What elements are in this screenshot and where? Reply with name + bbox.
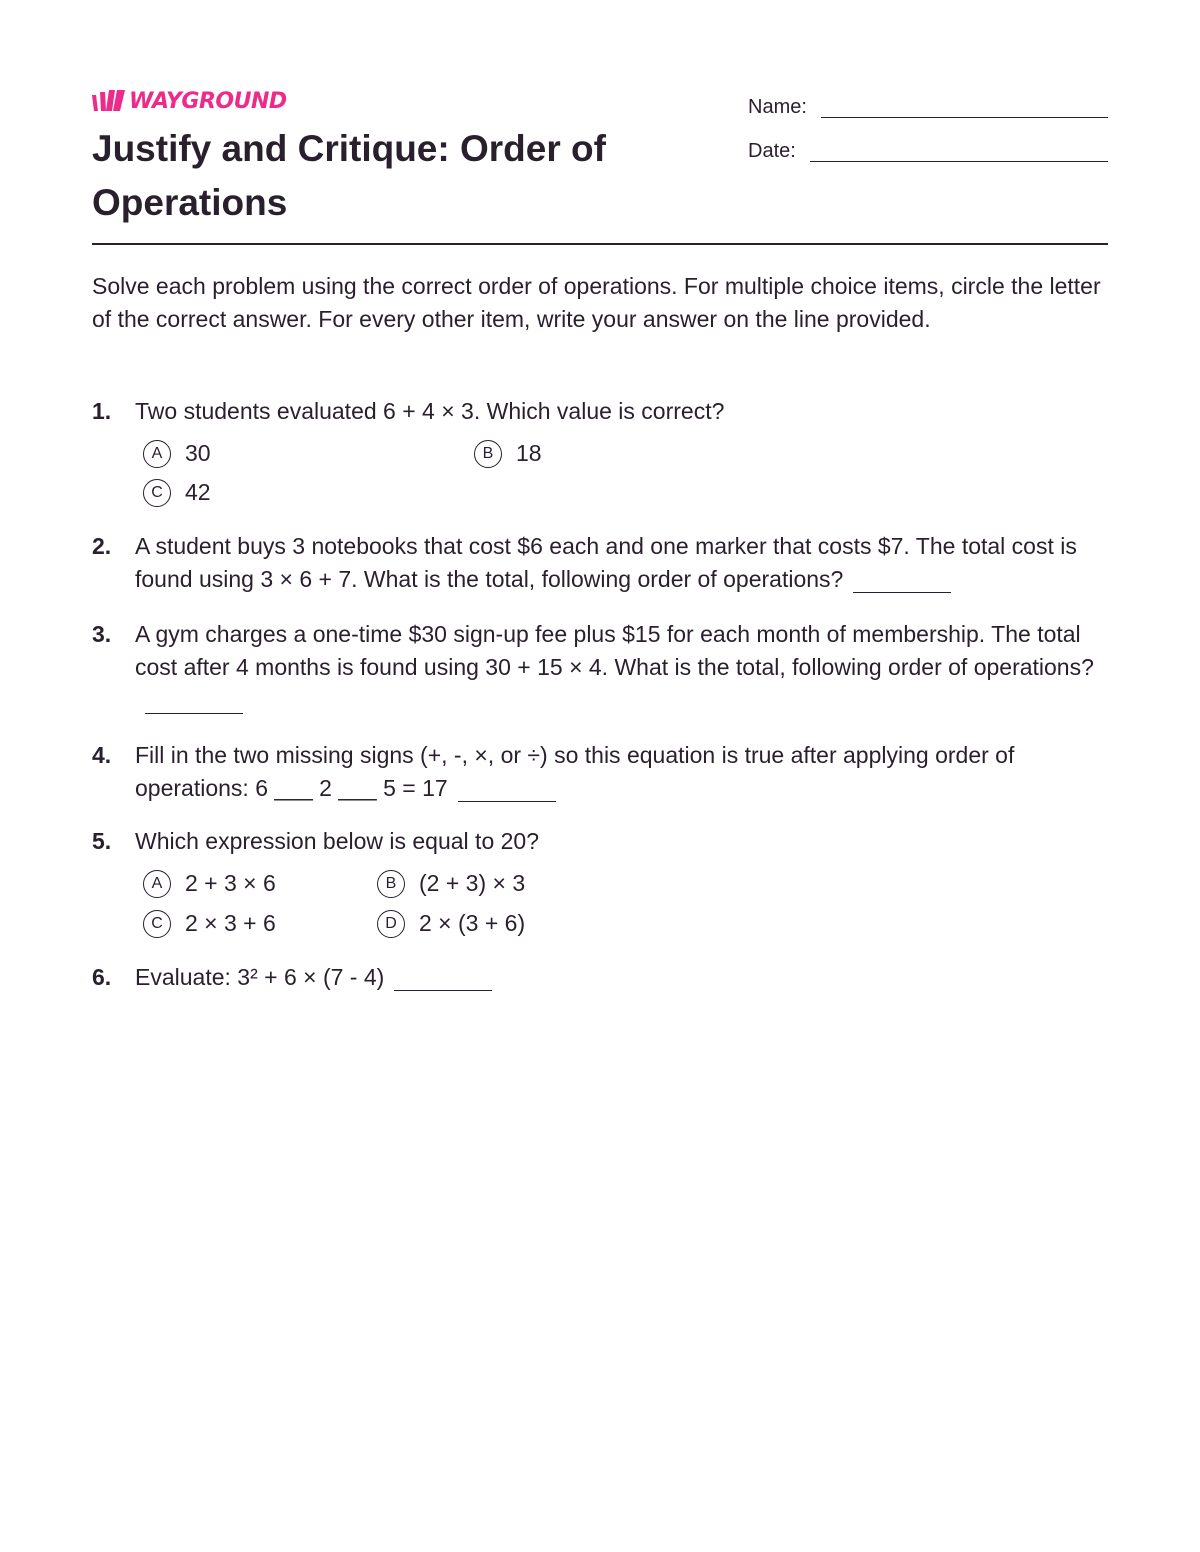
choice-a[interactable]: [143, 867, 276, 900]
page-title: Justify and Critique: Order of Operations: [92, 128, 606, 223]
question-body: [135, 618, 1107, 717]
question-body: [135, 961, 1107, 994]
question-number: 6.: [92, 964, 112, 990]
choice-text: 2 + 3 × 6: [185, 870, 276, 896]
choice-letter: B: [377, 870, 405, 898]
choice-c[interactable]: [143, 907, 276, 940]
choice-text: 2 × (3 + 6): [419, 910, 526, 936]
question-body: [135, 530, 1107, 596]
question-number: 4.: [92, 742, 112, 768]
question-text: A student buys 3 notebooks that cost $6 each and one marker that costs $7. The total cost is found using 3 × 6 + 7. What is the total, following order of operations?: [135, 533, 1077, 592]
choice-letter: C: [143, 479, 171, 507]
question-number: 2.: [92, 533, 112, 559]
choice-text: 2 × 3 + 6: [185, 910, 276, 936]
question-body: [135, 739, 1107, 805]
date-label: Date:: [748, 140, 796, 162]
question-number: 1.: [92, 398, 112, 424]
choice-c[interactable]: [143, 476, 211, 509]
worksheet-header: [92, 84, 1108, 246]
answer-line[interactable]: [853, 571, 951, 593]
choice-letter: C: [143, 910, 171, 938]
choice-text: 18: [516, 440, 542, 466]
date-input-line[interactable]: [810, 140, 1108, 162]
question-5: [92, 825, 1108, 945]
choice-a[interactable]: [143, 437, 211, 470]
instructions: Solve each problem using the correct order of operations. For multiple choice items, circle the letter of the correct answer. For every other item, write your answer on the line provided.: [92, 273, 1101, 332]
question-6: [92, 961, 1108, 1001]
choice-text: 42: [185, 479, 211, 505]
question-2: [92, 530, 1108, 600]
question-text: Fill in the two missing signs (+, -, ×, or ÷) so this equation is true after applying order of operations: 6 ___ 2 ___ 5 = 17: [135, 742, 1015, 801]
choice-letter: B: [474, 440, 502, 468]
name-field: [748, 90, 1108, 120]
choice-text: 30: [185, 440, 211, 466]
choice-letter: A: [143, 870, 171, 898]
answer-line[interactable]: [458, 780, 556, 802]
question-text: Evaluate: 3² + 6 × (7 - 4): [135, 964, 385, 990]
brand-name: WAYGROUND: [129, 88, 287, 114]
question-4: [92, 739, 1108, 809]
question-number: 3.: [92, 621, 112, 647]
date-field: [748, 134, 1108, 164]
question-text: Two students evaluated 6 + 4 × 3. Which value is correct?: [135, 398, 725, 424]
choice-b[interactable]: [474, 437, 542, 470]
name-label: Name:: [748, 96, 807, 118]
question-3: [92, 618, 1108, 718]
name-input-line[interactable]: [821, 96, 1108, 118]
choice-letter: D: [377, 910, 405, 938]
brand: [92, 88, 287, 114]
question-text: Which expression below is equal to 20?: [135, 828, 540, 854]
question-1: [92, 395, 1108, 515]
question-number: 5.: [92, 828, 112, 854]
choice-text: (2 + 3) × 3: [419, 870, 526, 896]
choice-b[interactable]: [377, 867, 525, 900]
question-text: A gym charges a one-time $30 sign-up fee plus $15 for each month of membership. The total cost after 4 months is found using 30 + 15 × 4. What is the total, following order of operations?: [135, 621, 1094, 680]
answer-line[interactable]: [394, 969, 492, 991]
choice-d[interactable]: [377, 907, 525, 940]
choice-letter: A: [143, 440, 171, 468]
header-divider: [92, 243, 1108, 245]
answer-line[interactable]: [145, 692, 243, 714]
wayground-logo-icon: [92, 89, 126, 113]
